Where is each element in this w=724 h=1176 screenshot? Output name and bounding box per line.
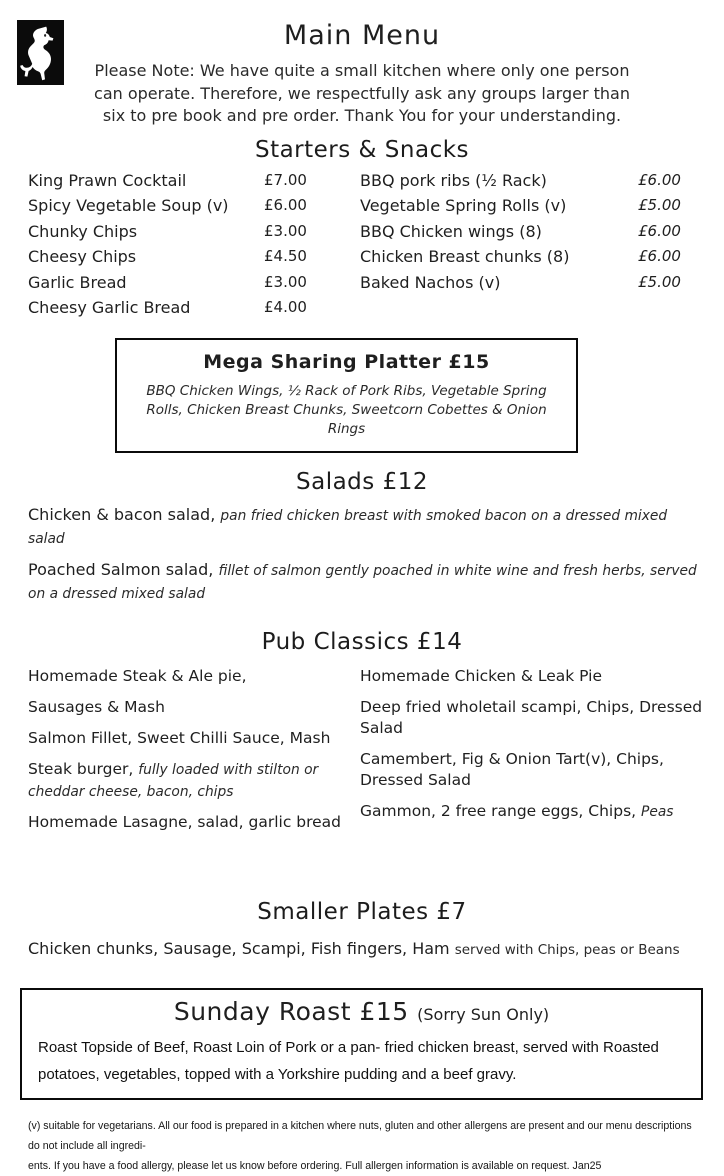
menu-item-row — [360, 193, 690, 219]
sunday-roast-title — [38, 997, 685, 1026]
item-name: Garlic Bread — [28, 272, 127, 292]
allergen-footnote-line: ents. If you have a food allergy, please let us know before ordering. Full allergen information is available on request. Jan25 — [28, 1160, 602, 1173]
item-name: Cheesy Chips — [28, 247, 137, 267]
menu-item-row — [28, 295, 328, 321]
item-name: Steak burger, — [28, 760, 134, 779]
item-name: Vegetable Spring Rolls (v) — [360, 196, 567, 216]
section-heading-salads: Salads £12 — [296, 469, 428, 496]
item-name: Spicy Vegetable Soup (v) — [28, 196, 229, 216]
item-name: BBQ Chicken wings (8) — [360, 221, 542, 241]
menu-item-row — [28, 559, 704, 605]
menu-item-row — [360, 666, 705, 688]
sunday-roast-box — [20, 988, 703, 1100]
kitchen-note-line: six to pre book and pre order. Thank You for your understanding. — [102, 106, 622, 125]
sunday-roast-description: Roast Topside of Beef, Roast Loin of Pork or a pan- fried chicken breast, served with Roasted potatoes, vegetables, topped with a Yorkshire pudding and a beef gravy. — [38, 1039, 659, 1084]
menu-item-row — [360, 244, 690, 270]
menu-item-row — [360, 697, 705, 740]
item-name: Gammon, 2 free range eggs, Chips, — [360, 802, 637, 821]
pub-classics-right-column — [360, 666, 705, 843]
allergen-footnote — [28, 1116, 706, 1176]
starters-list — [0, 168, 724, 322]
kitchen-note — [0, 60, 724, 128]
item-name: Chunky Chips — [28, 221, 138, 241]
menu-item-row — [28, 666, 346, 688]
item-name: Homemade Lasagne, salad, garlic bread — [28, 813, 342, 832]
item-name: King Prawn Cocktail — [28, 170, 187, 190]
item-description: fillet of salmon gently poached in white wine and fresh herbs, served on a dressed mixed salad — [28, 563, 697, 603]
menu-item-row — [28, 219, 328, 245]
kitchen-note-line: can operate. Therefore, we respectfully ask any groups larger than — [94, 83, 630, 103]
menu-item-row — [28, 270, 328, 296]
pub-classics-left-column — [28, 666, 346, 843]
kitchen-note-line: Please Note: We have quite a small kitchen where only one person — [94, 61, 630, 80]
item-name: Homemade Chicken & Leak Pie — [360, 667, 603, 686]
section-heading-smaller-plates: Smaller Plates £7 — [257, 899, 467, 926]
page-title: Main Menu — [283, 20, 441, 51]
platter-description: BBQ Chicken Wings, ½ Rack of Pork Ribs, Vegetable Spring Rolls, Chicken Breast Chunks, Sweetcorn Cobettes & Onion Rings — [146, 383, 547, 438]
item-name: BBQ pork ribs (½ Rack) — [360, 170, 547, 190]
item-price: £3.00 — [264, 272, 307, 291]
item-description: fully loaded with stilton or cheddar cheese, bacon, chips — [28, 762, 319, 801]
item-name: Homemade Steak & Ale pie, — [28, 667, 247, 686]
item-name: Camembert, Fig & Onion Tart(v), Chips, Dressed Salad — [360, 750, 664, 790]
item-name: Salmon Fillet, Sweet Chilli Sauce, Mash — [28, 729, 331, 748]
item-price: £5.00 — [638, 272, 681, 291]
menu-item-row — [360, 749, 705, 792]
allergen-footnote-line: (v) suitable for vegetarians. All our food is prepared in a kitchen where nuts, gluten and other allergens are present and our menu descriptions do not include all ingredi- — [28, 1120, 692, 1153]
menu-item-row — [360, 168, 690, 194]
mega-sharing-platter-box — [115, 338, 578, 453]
menu-item-row — [28, 168, 328, 194]
item-name: Chicken chunks, Sausage, Scampi, Fish fingers, Ham — [28, 939, 450, 959]
item-name: Cheesy Garlic Bread — [28, 298, 191, 318]
item-name: Deep fried wholetail scampi, Chips, Dressed Salad — [360, 698, 703, 738]
item-name: Chicken & bacon salad, — [28, 505, 216, 525]
item-price: £7.00 — [264, 170, 307, 189]
item-price: £6.00 — [638, 170, 681, 189]
item-description: served with Chips, peas or Beans — [454, 942, 680, 959]
item-price: £6.00 — [638, 247, 681, 266]
item-price: £3.00 — [264, 221, 307, 240]
platter-title: Mega Sharing Platter £15 — [203, 351, 490, 374]
item-price: £6.00 — [264, 196, 307, 215]
menu-item-row — [28, 193, 328, 219]
starters-right-column — [360, 168, 690, 322]
pub-logo — [17, 20, 64, 85]
menu-item-row — [28, 812, 346, 834]
item-price: £5.00 — [638, 196, 681, 215]
menu-item-row — [28, 504, 704, 550]
item-name: Baked Nachos (v) — [360, 272, 501, 292]
item-description: Peas — [641, 804, 674, 821]
menu-item-row — [360, 219, 690, 245]
menu-item-row — [28, 244, 328, 270]
item-price: £6.00 — [638, 221, 681, 240]
item-price: £4.00 — [264, 298, 307, 317]
starters-left-column — [28, 168, 328, 322]
rearing-horse-icon — [21, 24, 61, 82]
sunday-roast-subtitle: (Sorry Sun Only) — [417, 1005, 550, 1025]
menu-item-row — [360, 270, 690, 296]
item-price: £4.50 — [264, 247, 307, 266]
section-heading-starters: Starters & Snacks — [254, 136, 470, 163]
menu-item-row — [28, 728, 346, 750]
menu-item-row — [28, 697, 346, 719]
item-description: pan fried chicken breast with smoked bacon on a dressed mixed salad — [28, 508, 668, 548]
menu-item-row — [360, 801, 705, 823]
menu-item-row — [28, 759, 346, 803]
section-heading-pub-classics: Pub Classics £14 — [261, 629, 463, 656]
smaller-plates-items — [28, 938, 704, 961]
sunday-roast-title-text: Sunday Roast £15 — [173, 997, 409, 1027]
item-name: Chicken Breast chunks (8) — [360, 247, 570, 267]
item-name: Poached Salmon salad, — [28, 560, 214, 580]
item-name: Sausages & Mash — [28, 698, 165, 717]
pub-classics-list — [0, 666, 724, 843]
